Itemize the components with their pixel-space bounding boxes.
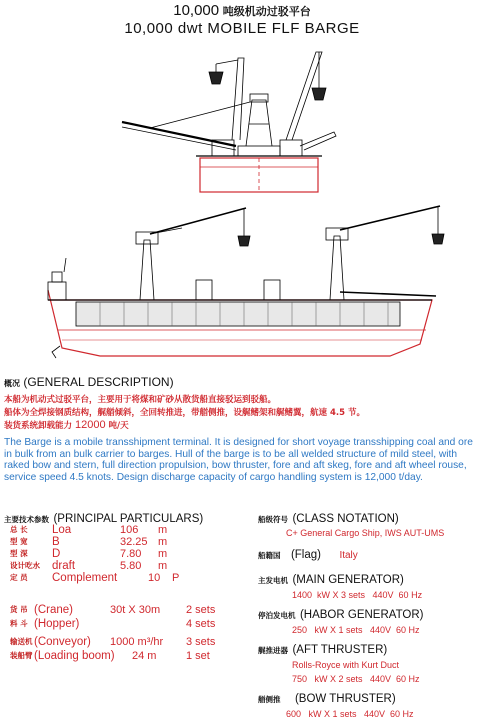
profile-crane1-pedestal [140,240,154,300]
main-generator-en: (MAIN GENERATOR) [292,574,404,586]
bow-thruster-en: (BOW THRUSTER) [294,693,396,705]
profile-loading-boom [340,292,436,296]
harbor-generator-value: 250 kW X 1 sets 440V 60 Hz [292,625,420,635]
particular-row: 总 长 Loa 106 m [10,524,168,536]
profile-crane1-boom [150,208,246,234]
aft-thruster-heading [258,640,482,658]
section-tower-cab [250,94,268,102]
profile-crane1-cab [136,232,158,244]
title-chinese-text: 吨级机动过驳平台 [222,5,311,18]
section-grab-right [312,88,326,100]
profile-hopper-1 [196,280,212,300]
main-generator-cn: 主发电机 [258,576,288,585]
particular-row: 型 深 D 7.80 m [10,548,168,560]
profile-rudder [52,346,60,358]
profile-superstructure [48,282,66,300]
class-notation-heading [258,509,482,527]
section-grab-left [209,72,223,84]
section-hopper-right [280,140,302,156]
equipment-row: 装船臂 (Loading boom) 24 m 1 set [10,650,210,662]
flag-row [258,545,482,563]
equipment-row: 货 吊 (Crane) 30t X 30m 2 sets [10,604,216,616]
equipment-row: 输送机 (Conveyor) 1000 m³/hr 3 sets [10,636,216,648]
section-conveyor-stay [150,102,250,128]
equipment-rows [10,604,240,664]
profile-mast [64,258,66,272]
section-crane-left-jib [216,60,238,64]
particulars-rows [10,524,210,584]
aft-thruster-model: Rolls-Royce with Kurt Duct [292,660,400,670]
main-generator-heading [258,570,482,588]
profile-crane2-cab [326,228,348,240]
general-cn-capacity-unit: 吨/天 [108,421,129,431]
section-conveyor-boom-lower [122,127,236,150]
bow-thruster-cn: 艏侧推 [258,695,281,704]
section-crane-left [232,58,244,140]
aft-thruster-en: (AFT THRUSTER) [292,644,388,656]
right-column [258,509,482,719]
section-right-chute [300,132,336,150]
harbor-generator-heading [258,605,482,623]
bow-thruster-value: 600 kW X 1 sets 440V 60 Hz [286,709,414,719]
general-heading [4,375,174,389]
barge-section-view [122,52,336,192]
section-tower [246,100,272,146]
flag-en: (Flag) [290,549,321,561]
profile-cargo-hold [76,302,400,326]
equipment-row: 料 斗 (Hopper) 4 sets [10,618,216,630]
general-cn-line-3 [4,419,129,431]
section-conveyor-boom [122,122,236,146]
flag-cn: 船籍国 [258,551,281,560]
profile-crane2-pedestal [330,236,344,300]
class-notation-en: (CLASS NOTATION) [292,513,399,525]
section-housing [238,146,280,156]
bow-thruster-heading [258,689,482,707]
profile-crane1-grab [238,236,250,246]
class-notation-value: C+ General Cargo Ship, IWS AUT-UMS [286,528,445,538]
barge-profile-view [48,206,444,358]
profile-hopper-2 [264,280,280,300]
particulars-heading-cn: 主要技术参数 [4,515,49,524]
general-heading-cn: 概况 [4,379,20,388]
general-cn-line-1: 本船为机动式过驳平台，主要用于将煤和矿砂从散货船直接驳运到驳船。 [4,395,277,405]
aft-thruster-value: 750 kW X 2 sets 440V 60 Hz [292,674,420,684]
particular-row: 型 宽 B 32.25 m [10,536,168,548]
general-en-text: The Barge is a mobile transshipment terminal. It is designed for short voyage transshipping coal and ore in bulk from an bulk carrier to barges. Hull of the barge is to be all welded structure of mild steel, with raked bow and stern, full direction propulsion, bow thruster, fore and aft skeg, fore and aft wheel rouse, service speed 4.5 knots. Design discharge capacity of cargo handling system is 12,000 t/day. [4,437,473,483]
flag-value: Italy [339,550,358,561]
class-notation-cn: 船级符号 [258,515,288,524]
harbor-generator-en: (HABOR GENERATOR) [299,609,424,621]
particular-row: 设计吃水 draft 5.80 m [10,560,168,572]
general-cn-capacity-label: 装货系统卸载能力 [4,421,73,431]
title-english: 10,000 dwt MOBILE FLF BARGE [124,20,360,37]
general-cn-line-2: 船体为全焊接钢质结构，艉艏倾斜，全回转推进，带艏侧推，设艉鳍架和艉鳍翼，航速 4.5 节。 [4,408,365,418]
general-heading-en: (GENERAL DESCRIPTION) [23,375,174,389]
harbor-generator-cn: 停泊发电机 [258,611,296,620]
particulars-heading-en: (PRINCIPAL PARTICULARS) [53,513,204,525]
particular-row: 定 员 Complement 10 P [10,572,180,584]
main-generator-value: 1400 kW X 3 sets 440V 60 Hz [292,590,423,600]
title-chinese-number: 10,000 [173,2,220,19]
profile-crane2-grab [432,234,444,244]
aft-thruster-cn: 艉推进器 [258,646,288,655]
profile-crane2-boom [340,206,440,230]
general-cn-capacity-value: 12000 [74,419,106,431]
profile-bridge [52,272,62,282]
